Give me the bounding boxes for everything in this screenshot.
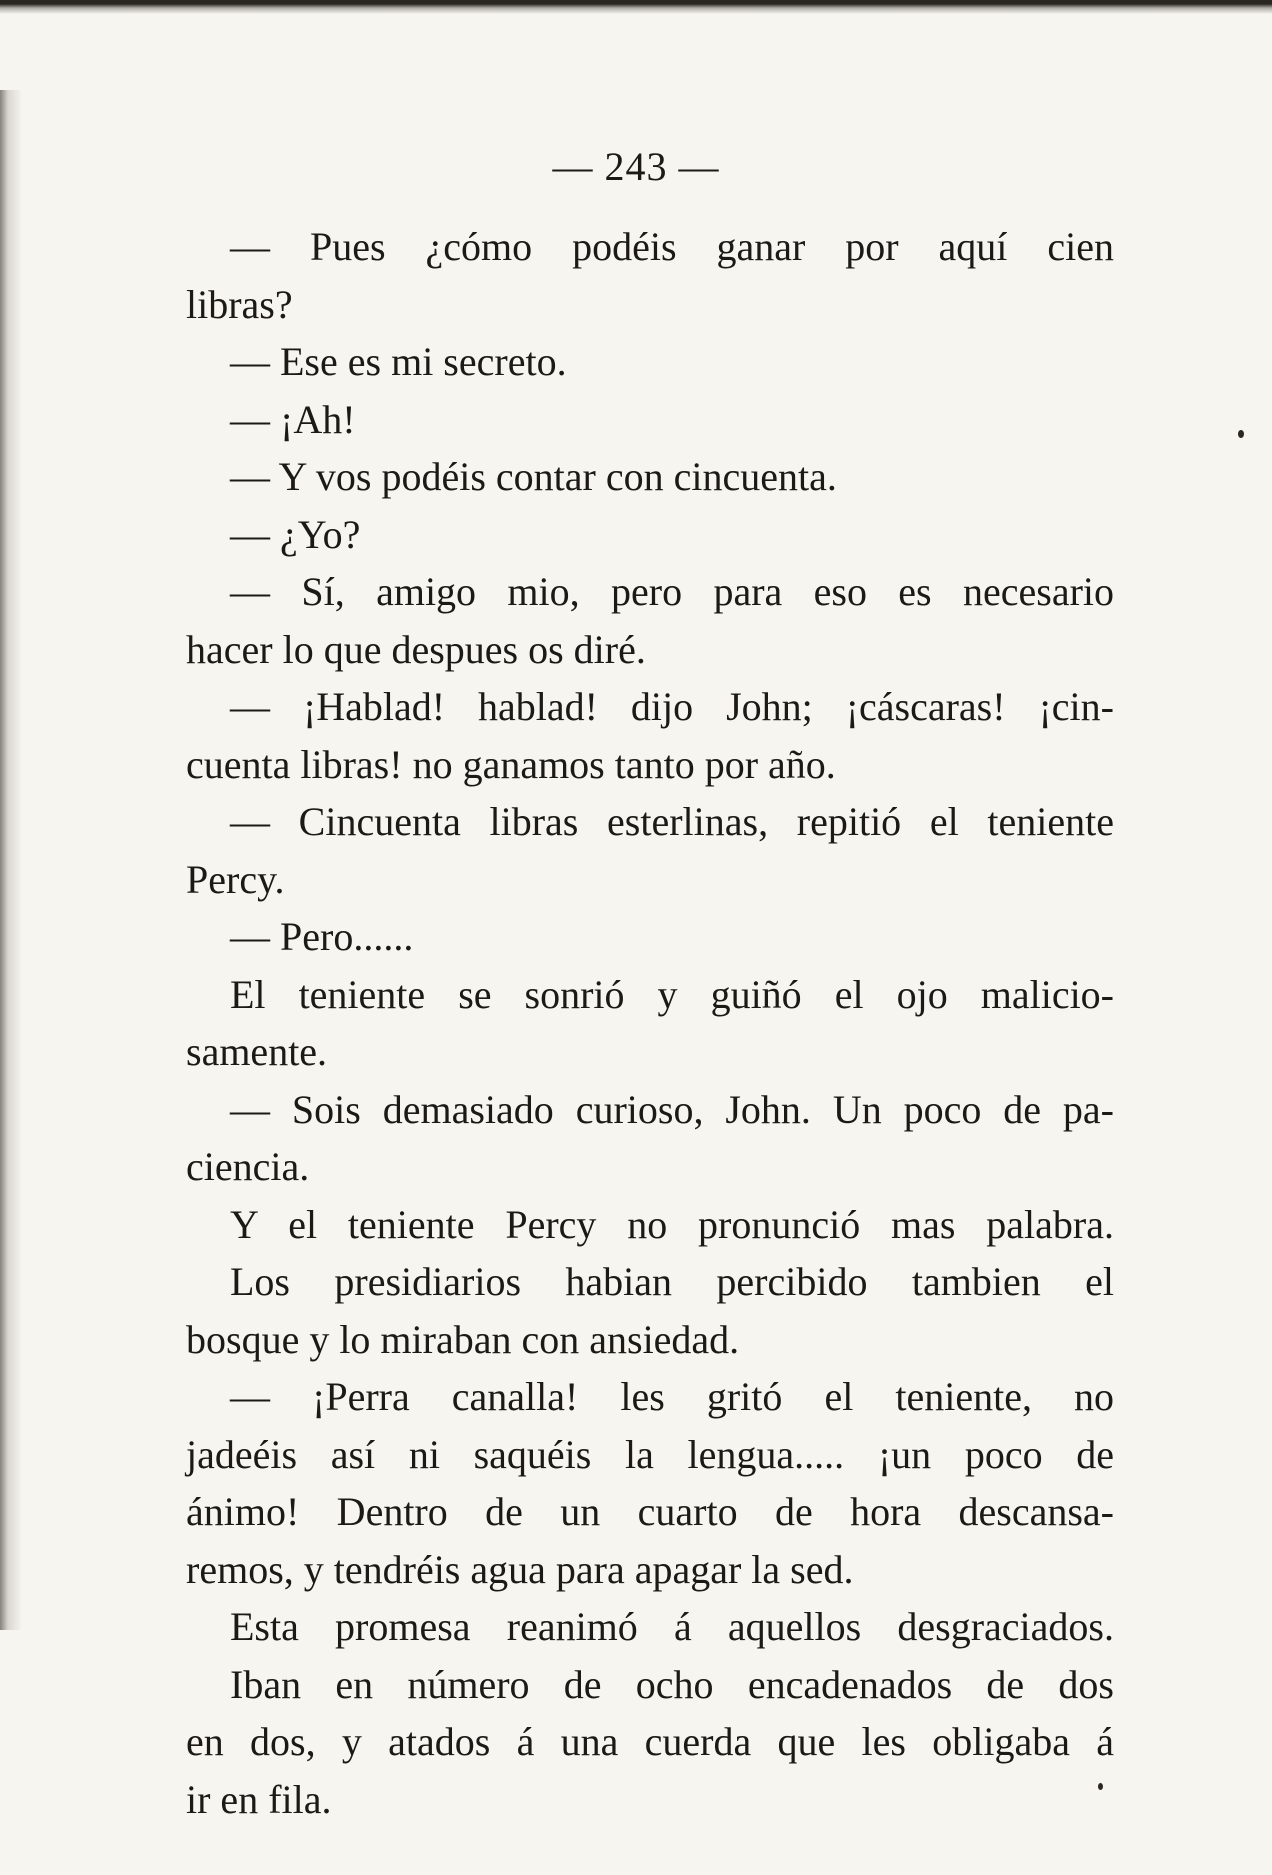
text-line: Los presidiarios habian percibido tambien el bbox=[230, 1259, 1114, 1304]
text-line: — Sois demasiado curioso, John. Un poco de pa- bbox=[230, 1086, 1114, 1132]
text-line: Esta promesa reanimó á aquellos desgraciados. bbox=[230, 1604, 1114, 1649]
text-line: — Sí, amigo mio, pero para eso es necesario bbox=[230, 569, 1114, 614]
text-line: — Pero...... bbox=[230, 914, 414, 959]
text-line: — Cincuenta libras esterlinas, repitió el teniente bbox=[230, 799, 1114, 844]
text-line: cuenta libras! no ganamos tanto por año. bbox=[186, 741, 836, 787]
text-line: — Ese es mi secreto. bbox=[230, 339, 567, 384]
text-line: Y el teniente Percy no pronunció mas palabra. bbox=[230, 1201, 1114, 1247]
text-line: Percy. bbox=[186, 856, 285, 902]
text-line: libras? bbox=[186, 281, 293, 327]
text-line: samente. bbox=[186, 1029, 328, 1074]
page-binding-shadow bbox=[0, 90, 22, 1630]
text-line: remos, y tendréis agua para apagar la sed. bbox=[186, 1546, 854, 1592]
page-top-edge-shadow bbox=[0, 0, 1272, 14]
text-line: — Pues ¿cómo podéis ganar por aquí cien bbox=[230, 224, 1114, 269]
text-line: Iban en número de ocho encadenados de dos bbox=[230, 1661, 1114, 1707]
text-line: — ¡Hablad! hablad! dijo John; ¡cáscaras! ¡cin- bbox=[230, 684, 1114, 729]
text-line: ir en fila. bbox=[186, 1776, 332, 1822]
text-line: — ¡Perra canalla! les gritó el teniente, no bbox=[230, 1374, 1114, 1419]
ink-speck bbox=[1238, 430, 1244, 438]
text-line: — Y vos podéis contar con cincuenta. bbox=[230, 454, 837, 499]
text-line: hacer lo que despues os diré. bbox=[186, 626, 646, 672]
text-line: ciencia. bbox=[186, 1144, 310, 1189]
text-line: jadeéis así ni saquéis la lengua..... ¡un poco de bbox=[186, 1431, 1114, 1477]
text-line: El teniente se sonrió y guiñó el ojo malicio- bbox=[230, 971, 1114, 1017]
text-line: — ¡Ah! bbox=[230, 396, 356, 442]
text-line: ánimo! Dentro de un cuarto de hora descansa- bbox=[186, 1489, 1114, 1534]
page-number: — 243 — bbox=[552, 144, 720, 189]
text-line: — ¿Yo? bbox=[230, 511, 361, 557]
body-text bbox=[186, 218, 1114, 1828]
text-line: en dos, y atados á una cuerda que les obligaba á bbox=[186, 1719, 1114, 1764]
text-line: bosque y lo miraban con ansiedad. bbox=[186, 1316, 740, 1362]
